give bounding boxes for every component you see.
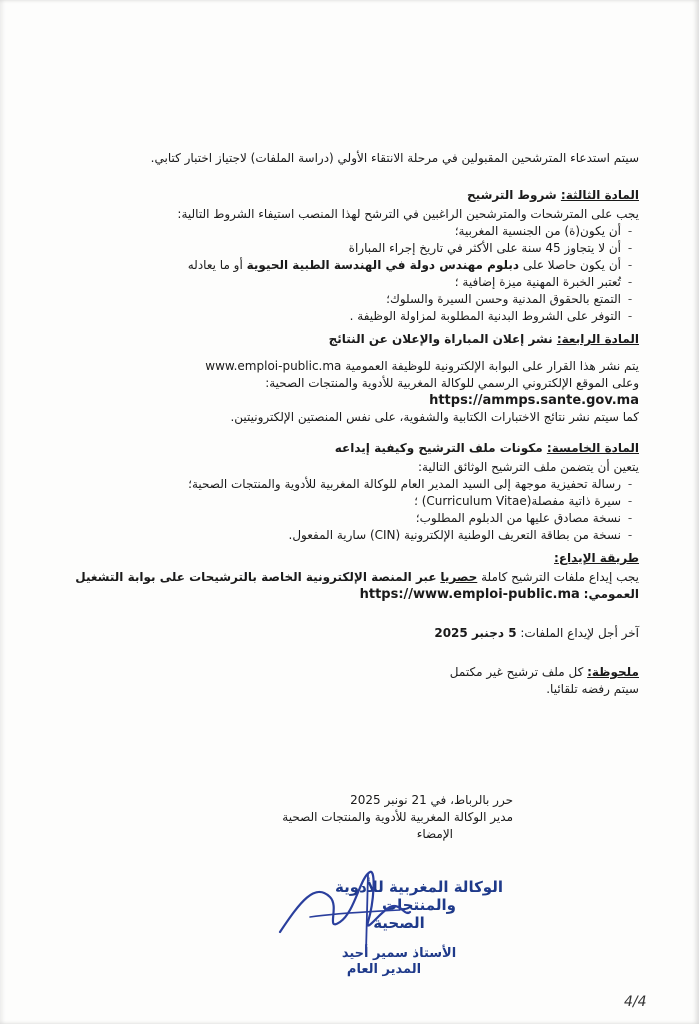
article-4-line-1: يتم نشر هذا القرار على البوابة الإلكترونية للوظيفة العمومية www.emploi-public.ma <box>205 359 639 373</box>
place-date: حرر بالرباط، في 21 نونبر 2025 <box>350 793 513 807</box>
article-3-title: شروط الترشيح <box>467 188 557 202</box>
bullet-icon: - <box>627 494 633 508</box>
article-4-title: نشر إعلان المباراة والإعلان عن النتائج <box>328 332 553 346</box>
list-item: - التوفر على الشروط البدنية المطلوبة لمزاولة الوظيفة . <box>59 308 639 325</box>
stamp-role: المدير العام <box>346 962 422 977</box>
list-item <box>59 257 639 274</box>
article-4-line-2: وعلى الموقع الإلكتروني الرسمي للوكالة المغربية للأدوية والمنتجات الصحية: <box>265 376 639 390</box>
diploma-requirement: أن يكون حاصلا على دبلوم مهندس دولة في الهندسة الطبية الحيوية أو ما يعادله <box>187 258 621 272</box>
list-item: - نسخة من بطاقة التعريف الوطنية الإلكترونية (CIN) سارية المفعول. <box>59 527 639 544</box>
ammps-link[interactable]: https://ammps.sante.gov.ma <box>429 393 639 408</box>
article-4-heading <box>59 331 639 348</box>
bullet-icon: - <box>627 292 633 306</box>
note-line-2: سيتم رفضه تلقائيا. <box>546 682 639 696</box>
bullet-icon: - <box>627 258 633 272</box>
article-3-lead: يجب على المترشحات والمترشحين الراغبين في الترشح لهذا المنصب استيفاء الشروط التالية: <box>177 207 639 221</box>
stamp-name: الأستاذ سمير أحيد <box>341 946 457 961</box>
deposit-heading: طريقة الإيداع: <box>554 551 639 565</box>
article-4-label: المادة الرابعة: <box>556 332 639 346</box>
list-item: - أن لا يتجاوز 45 سنة على الأكثر في تاريخ إجراء المباراة <box>59 240 639 257</box>
article-5-lead: يتعين أن يتضمن ملف الترشيح الوثائق التالية: <box>417 460 639 474</box>
bullet-icon: - <box>627 241 633 255</box>
emploi-public-link[interactable]: www.emploi-public.ma <box>205 359 342 373</box>
sign-label: الإمضاء <box>416 827 453 841</box>
bullet-icon: - <box>627 275 633 289</box>
note-label: ملحوظة: <box>587 665 639 679</box>
article-5-label: المادة الخامسة: <box>546 441 639 455</box>
list-item: - تُعتبر الخبرة المهنية ميزة إضافية ؛ <box>59 274 639 291</box>
handwritten-signature-icon <box>270 862 420 962</box>
bullet-icon: - <box>627 511 633 525</box>
document-body <box>59 150 639 698</box>
bullet-icon: - <box>627 309 633 323</box>
intro-paragraph: سيتم استدعاء المترشحين المقبولين في مرحلة الانتقاء الأولي (دراسة الملفات) لاجتياز اختبار كتابي. <box>150 151 639 165</box>
article-5-title: مكونات ملف الترشيح وكيفية إيداعه <box>334 441 543 455</box>
deposit-line: يجب إيداع ملفات الترشيح كاملة حصريا عبر المنصة الإلكترونية الخاصة بالترشيحات على بوابة التشغيل <box>75 570 639 584</box>
deposit-line-2: العمومي: https://www.emploi-public.ma <box>359 587 639 602</box>
article-3-label: المادة الثالثة: <box>560 188 639 202</box>
bullet-icon: - <box>627 528 633 542</box>
emploi-public-portal-link[interactable]: https://www.emploi-public.ma <box>359 587 580 602</box>
note: ملحوظة: كل ملف ترشيح غير مكتمل <box>449 665 639 679</box>
bullet-icon: - <box>627 477 633 491</box>
bullet-icon: - <box>627 224 633 238</box>
signature-block <box>223 792 513 843</box>
deadline-date: 5 دجنبر 2025 <box>434 626 517 640</box>
article-5-heading <box>59 440 639 457</box>
signatory-title: مدير الوكالة المغربية للأدوية والمنتجات الصحية <box>282 810 513 824</box>
page-number: 4/4 <box>624 994 647 1010</box>
stamp-agency-line-2: الصحية <box>373 914 425 932</box>
stamp-agency-line-1: الوكالة المغربية للأدوية والمنتجات <box>335 878 503 914</box>
deadline: آخر أجل لإيداع الملفات: 5 دجنبر 2025 <box>434 626 639 640</box>
article-4-line-3: كما سيتم نشر نتائج الاختبارات الكتابية والشفوية، على نفس المنصتين الإلكترونيتين. <box>230 410 639 424</box>
list-item: - سيرة ذاتية مفصلة(Curriculum Vitae) ؛ <box>59 493 639 510</box>
list-item: - نسخة مصادق عليها من الدبلوم المطلوب؛ <box>59 510 639 527</box>
article-3-heading <box>59 187 639 204</box>
list-item: - التمتع بالحقوق المدنية وحسن السيرة والسلوك؛ <box>59 291 639 308</box>
list-item: - رسالة تحفيزية موجهة إلى السيد المدير العام للوكالة المغربية للأدوية والمنتجات الصحية؛ <box>59 476 639 493</box>
list-item: - أن يكون(ة) من الجنسية المغربية؛ <box>59 223 639 240</box>
